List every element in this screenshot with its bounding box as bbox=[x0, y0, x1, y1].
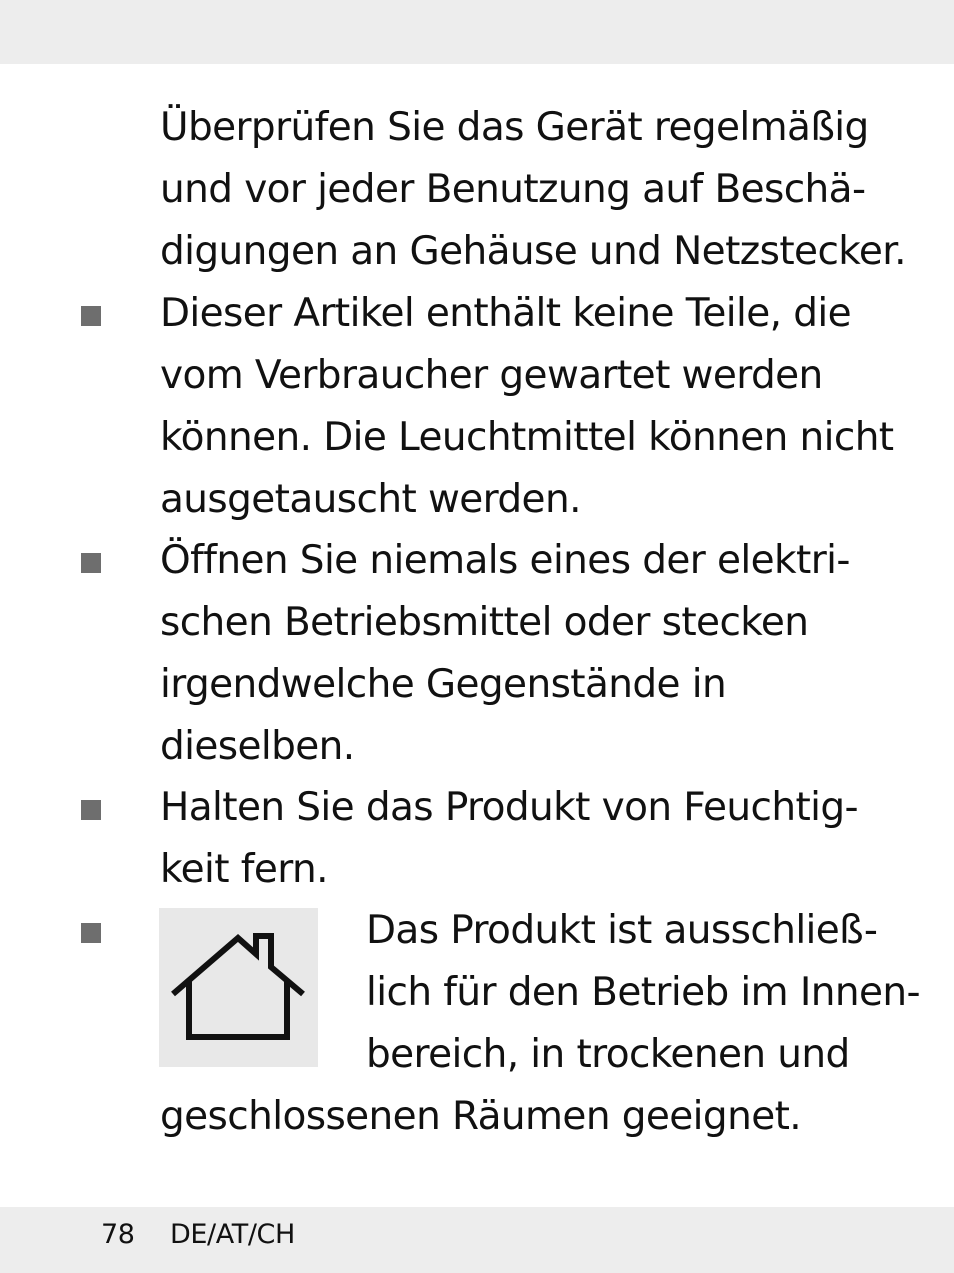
item-4-line-1: Halten Sie das Produkt von Feuchtig- bbox=[160, 785, 859, 830]
item-2-line-2: vom Verbraucher gewartet werden bbox=[160, 353, 823, 398]
item-5-line-3: bereich, in trockenen und bbox=[366, 1032, 850, 1077]
item-3-line-4: dieselben. bbox=[160, 724, 355, 769]
item-3-line-1: Öffnen Sie niemals eines der elektri- bbox=[160, 538, 850, 583]
item-4-line-2: keit fern. bbox=[160, 847, 328, 892]
item-5-line-1: Das Produkt ist ausschließ- bbox=[366, 908, 878, 953]
bullet-square bbox=[81, 800, 101, 820]
item-3-line-2: schen Betriebsmittel oder stecken bbox=[160, 600, 809, 645]
bullet-square bbox=[81, 553, 101, 573]
bullet-square bbox=[81, 306, 101, 326]
item-2-line-3: können. Die Leuchtmittel können nicht bbox=[160, 415, 894, 460]
item-1-line-3: digungen an Gehäuse und Netzstecker. bbox=[160, 229, 906, 274]
item-5-line-4: geschlossenen Räumen geeignet. bbox=[160, 1094, 802, 1139]
item-2-line-4: ausgetauscht werden. bbox=[160, 477, 581, 522]
top-band bbox=[0, 0, 954, 64]
item-3-line-3: irgendwelche Gegenstände in bbox=[160, 662, 727, 707]
footer-band bbox=[0, 1207, 954, 1273]
item-5-line-2: lich für den Betrieb im Innen- bbox=[366, 970, 920, 1015]
item-1-line-2: und vor jeder Benutzung auf Beschä- bbox=[160, 167, 866, 212]
bullet-square bbox=[81, 923, 101, 943]
item-1-line-1: Überprüfen Sie das Gerät regelmäßig bbox=[160, 105, 869, 150]
house-icon bbox=[159, 908, 318, 1067]
item-2-line-1: Dieser Artikel enthält keine Teile, die bbox=[160, 291, 851, 336]
region-label: DE/AT/CH bbox=[170, 1219, 295, 1250]
page-number: 78 bbox=[101, 1219, 135, 1250]
